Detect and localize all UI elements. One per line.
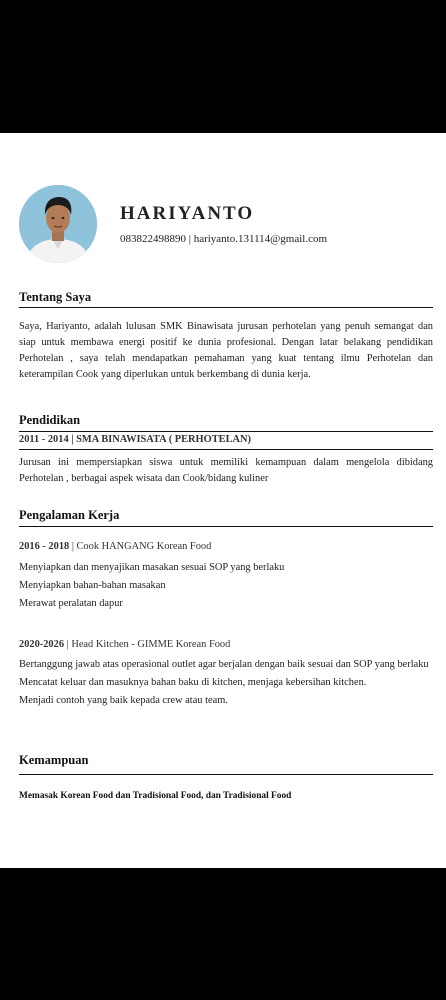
about-text: Saya, Hariyanto, adalah lulusan SMK Binawisata jurusan perhotelan yang penuh semangat dan siap untuk membawa energi positif ke dunia profesional. Dengan latar belakang pendidikan Perhotelan , saya telah mendapatkan pemahaman yang kuat tentang ilmu Perhotelan dan keterampilan Cook yang diperlukan untuk berkembang di dunia kerja. — [19, 321, 433, 380]
section-divider — [19, 307, 433, 308]
job-duty-item: Menjadi contoh yang baik kepada crew atau team. — [19, 695, 228, 706]
section-divider — [19, 526, 433, 527]
resume-header — [19, 185, 429, 265]
job-duty-item: Mencatat keluar dan masuknya bahan baku di kitchen, menjaga kebersihan kitchen. — [19, 677, 367, 688]
section-title-skills: Kemampuan — [19, 753, 89, 767]
profile-name: HARIYANTO — [120, 203, 255, 224]
education-entry-heading-text: 2011 - 2014 | SMA BINAWISATA ( PERHOTELAN) — [19, 434, 251, 445]
job-duty-item: Merawat peralatan dapur — [19, 598, 123, 609]
job-duty-item: Bertanggung jawab atas operasional outlet agar berjalan dengan baik sesuai dan SOP yang berlaku — [19, 659, 429, 670]
education-entry-heading — [19, 434, 251, 445]
job-duties-list — [19, 560, 433, 614]
person-photo-icon — [19, 185, 97, 263]
profile-photo — [19, 185, 97, 263]
job-heading: 2020-2026 | Head Kitchen - GIMME Korean Food — [19, 639, 231, 650]
education-entry-text: Jurusan ini mempersiapkan siswa untuk memiliki kemampuan dalam mengelola dibidang Perhotelan , berbagai aspek wisata dan Cook/bidang kuliner — [19, 457, 433, 484]
section-title-about: Tentang Saya — [19, 290, 92, 304]
section-title-education: Pendidikan — [19, 413, 81, 427]
resume-page — [0, 133, 446, 868]
job-period: 2016 - 2018 — [19, 541, 70, 552]
job-duties-list — [19, 657, 433, 711]
profile-contact: 083822498890 | hariyanto.131114@gmail.com — [120, 233, 328, 245]
section-title-experience: Pengalaman Kerja — [19, 508, 120, 522]
subsection-divider — [19, 449, 433, 450]
section-divider — [19, 774, 433, 775]
job-period: 2020-2026 — [19, 639, 65, 650]
job-duty-item: Menyiapkan dan menyajikan masakan sesuai SOP yang berlaku — [19, 562, 285, 573]
job-role: Cook HANGANG Korean Food — [76, 541, 212, 552]
section-divider — [19, 431, 433, 432]
skills-text: Memasak Korean Food dan Tradisional Food, dan Tradisional Food — [19, 791, 292, 801]
job-duty-item: Menyiapkan bahan-bahan masakan — [19, 580, 166, 591]
job-heading: 2016 - 2018 | Cook HANGANG Korean Food — [19, 541, 212, 552]
job-role: Head Kitchen - GIMME Korean Food — [71, 639, 231, 650]
